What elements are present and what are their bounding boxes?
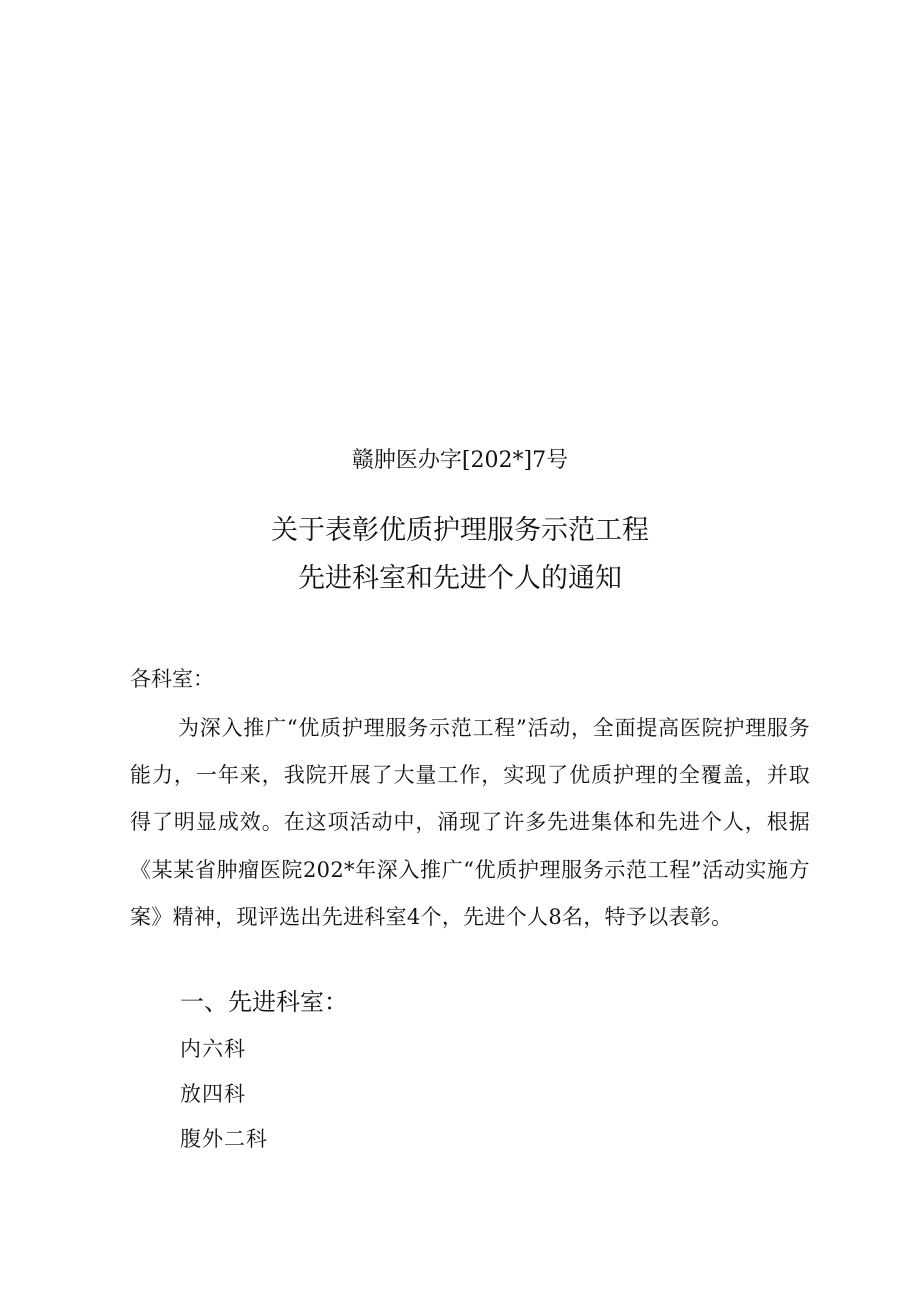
salutation: 各科室： [130, 667, 214, 691]
list-item: 放四科 [180, 1082, 246, 1106]
document-number: 赣肿医办字[202*]7号 [351, 448, 569, 473]
list-item: 内六科 [180, 1037, 246, 1061]
section-heading-advanced-departments: 一、先进科室： [180, 988, 348, 1016]
document-title-line-1: 关于表彰优质护理服务示范工程 [271, 515, 649, 546]
department-list [180, 1034, 268, 1169]
list-item: 腹外二科 [180, 1127, 268, 1151]
document-title-line-2: 先进科室和先进个人的通知 [298, 563, 622, 594]
body-paragraph: 为深入推广“优质护理服务示范工程”活动，全面提高医院护理服务能力，一年来，我院开展了大量工作，实现了优质护理的全覆盖，并取得了明显成效。在这项活动中，涌现了许多先进集体和先进个人，根据《某某省肿瘤医院202*年深入推广“优质护理服务示范工程”活动实施方案》精神，现评选出先进科室4个，先进个人8名，特予以表彰。 [130, 716, 810, 929]
